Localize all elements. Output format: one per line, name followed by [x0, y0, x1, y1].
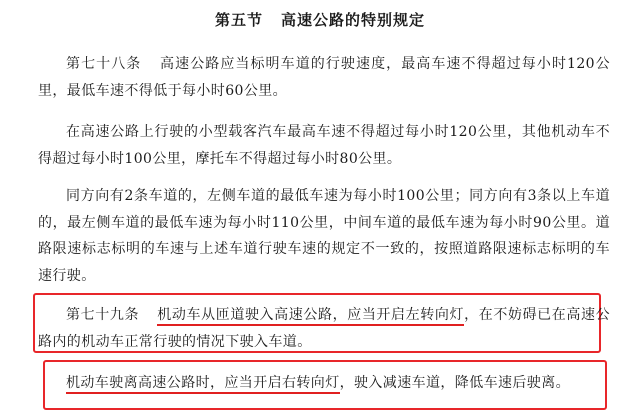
section-name: 高速公路的特别规定: [281, 11, 426, 29]
article-78-label: 第七十八条: [66, 56, 142, 72]
article-79-exit-underlined-text: 机动车驶离高速公路时，应当开启右转向灯: [66, 375, 340, 394]
article-79-paragraph-1: [38, 302, 610, 355]
article-78-paragraph-3: 同方向有2条车道的，左侧车道的最低车速为每小时100公里；同方向有3条以上车道的，最左侧车道的最低车速为每小时110公里，中间车道的最低车速为每小时90公里。道路限速标志标明的车速与上述车道行驶车速的规定不一致的，按照道路限速标志标明的车速行驶。: [38, 188, 610, 284]
article-78-paragraph-2: 在高速公路上行驶的小型载客汽车最高车速不得超过每小时120公里，其他机动车不得超过每小时100公里，摩托车不得超过每小时80公里。: [38, 124, 610, 167]
article-78-paragraph-1: [38, 51, 610, 104]
section-number: 第五节: [214, 11, 263, 29]
article-78-text-1: 高速公路应当标明车道的行驶速度，最高车速不得超过每小时120公里，最低车速不得低于每小时60公里。: [38, 56, 611, 99]
article-79-text: ，在不妨碍已在高速公路内的机动车正常行驶的情况下驶入车道。: [38, 307, 611, 350]
section-title: [0, 9, 640, 30]
article-79-label: 第七十九条: [66, 307, 140, 323]
article-79-underlined-text: 机动车从匝道驶入高速公路，应当开启左转向灯: [157, 307, 464, 326]
article-79-paragraph-2: [38, 370, 610, 397]
article-79-exit-text: ，驶入减速车道，降低车速后驶离。: [339, 375, 571, 391]
